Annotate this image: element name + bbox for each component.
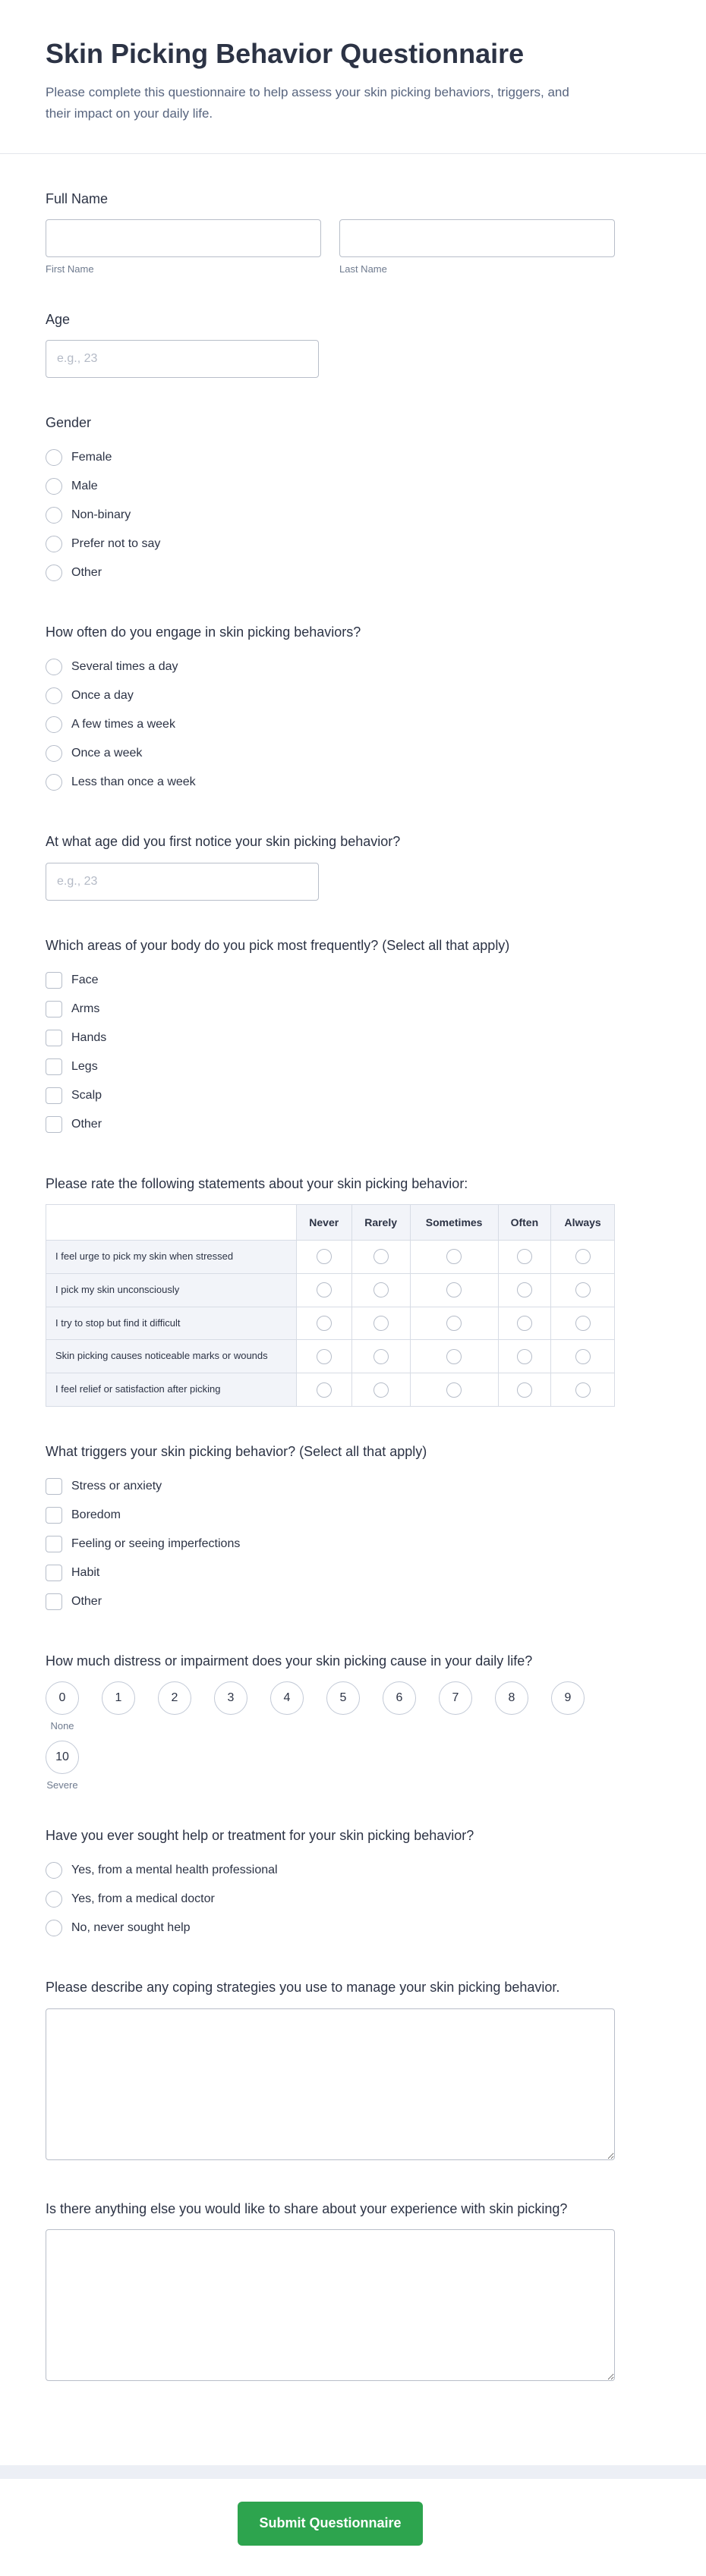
radio-control[interactable] xyxy=(46,774,62,791)
scale-button[interactable]: 1 xyxy=(102,1681,135,1715)
matrix-radio-control[interactable] xyxy=(517,1349,532,1364)
scale-button[interactable]: 3 xyxy=(214,1681,247,1715)
coping-textarea[interactable] xyxy=(46,2008,615,2160)
question-help xyxy=(46,1826,615,1942)
question-gender xyxy=(46,413,615,587)
submit-section xyxy=(0,2479,706,2576)
matrix-radio-control[interactable] xyxy=(575,1382,591,1398)
gender-option-male[interactable] xyxy=(46,472,607,501)
scale-item-10 xyxy=(46,1741,79,1791)
matrix-row xyxy=(46,1373,615,1407)
scale-item-5 xyxy=(326,1681,360,1731)
triggers-option-habit[interactable] xyxy=(46,1558,607,1587)
matrix-radio-control[interactable] xyxy=(373,1282,389,1297)
question-label: Please rate the following statements about your skin picking behavior: xyxy=(46,1175,468,1191)
frequency-option-0[interactable] xyxy=(46,653,607,681)
checkbox-control[interactable] xyxy=(46,1478,62,1495)
scale-item-9 xyxy=(551,1681,585,1731)
frequency-option-3[interactable] xyxy=(46,739,607,768)
radio-control[interactable] xyxy=(46,687,62,704)
matrix-column-header: Rarely xyxy=(351,1204,410,1240)
matrix-column-header: Sometimes xyxy=(410,1204,498,1240)
matrix-radio-control[interactable] xyxy=(517,1249,532,1264)
radio-control[interactable] xyxy=(46,536,62,552)
option-label: No, never sought help xyxy=(71,1921,191,1935)
matrix-column-header: Often xyxy=(498,1204,551,1240)
option-label: Non-binary xyxy=(71,508,131,522)
scale-item-1 xyxy=(102,1681,135,1731)
matrix-radio-control[interactable] xyxy=(317,1382,332,1398)
radio-control[interactable] xyxy=(46,507,62,524)
question-anything-else xyxy=(46,2199,615,2385)
triggers-option-other[interactable] xyxy=(46,1587,607,1616)
checkbox-control[interactable] xyxy=(46,1565,62,1581)
scale-max-label: Severe xyxy=(46,1779,78,1791)
question-onset-age xyxy=(46,832,615,900)
question-label: Age xyxy=(46,312,71,328)
scale-button[interactable]: 7 xyxy=(439,1681,472,1715)
option-label: Less than once a week xyxy=(71,775,196,789)
matrix-radio-control[interactable] xyxy=(517,1282,532,1297)
question-label: Is there anything else you would like to share about your experience with skin picking? xyxy=(46,2200,568,2216)
submit-row xyxy=(46,2502,615,2546)
matrix-radio-control[interactable] xyxy=(317,1349,332,1364)
question-label: Which areas of your body do you pick most frequently? (Select all that apply) xyxy=(46,937,510,953)
checkbox-control[interactable] xyxy=(46,1030,62,1046)
matrix-radio-control[interactable] xyxy=(517,1382,532,1398)
scale-button[interactable]: 5 xyxy=(326,1681,360,1715)
option-label: Feeling or seeing imperfections xyxy=(71,1537,241,1551)
matrix-radio-control[interactable] xyxy=(317,1249,332,1264)
option-label: Once a day xyxy=(71,689,134,703)
matrix-radio-control[interactable] xyxy=(373,1316,389,1331)
matrix-corner-cell xyxy=(46,1204,297,1240)
option-label: Male xyxy=(71,480,98,493)
page-title: Skin Picking Behavior Questionnaire xyxy=(46,38,525,69)
option-label: Scalp xyxy=(71,1088,102,1102)
matrix-row-label: I try to stop but find it difficult xyxy=(46,1307,297,1340)
areas-option-hands[interactable] xyxy=(46,1024,607,1052)
matrix-row xyxy=(46,1273,615,1307)
matrix-radio-control[interactable] xyxy=(575,1349,591,1364)
matrix-radio-control[interactable] xyxy=(575,1249,591,1264)
matrix-radio-control[interactable] xyxy=(446,1382,462,1398)
matrix-radio-control[interactable] xyxy=(317,1282,332,1297)
question-label: Full Name xyxy=(46,191,109,207)
first-name-sublabel: First Name xyxy=(46,263,94,275)
submit-button[interactable]: Submit Questionnaire xyxy=(238,2502,422,2546)
question-coping xyxy=(46,1977,615,2163)
scale-button[interactable]: 10 xyxy=(46,1741,79,1774)
question-frequency xyxy=(46,622,615,797)
radio-control[interactable] xyxy=(46,659,62,675)
matrix-radio-control[interactable] xyxy=(575,1282,591,1297)
option-label: Female xyxy=(71,451,112,464)
question-triggers xyxy=(46,1442,615,1616)
option-label: Arms xyxy=(71,1002,100,1015)
help-option-mental-health-professional[interactable] xyxy=(46,1856,607,1885)
matrix-radio-control[interactable] xyxy=(373,1349,389,1364)
option-label: Prefer not to say xyxy=(71,537,161,551)
checkbox-control[interactable] xyxy=(46,972,62,989)
option-label: Yes, from a medical doctor xyxy=(71,1892,215,1906)
section-gap xyxy=(0,2465,706,2479)
checkbox-control[interactable] xyxy=(46,1116,62,1133)
option-label: Hands xyxy=(71,1030,107,1044)
triggers-option-imperfections[interactable] xyxy=(46,1530,607,1558)
help-option-never-sought-help[interactable] xyxy=(46,1914,607,1942)
areas-option-legs[interactable] xyxy=(46,1052,607,1081)
question-matrix xyxy=(46,1174,615,1408)
question-label: Please describe any coping strategies you use to manage your skin picking behavior. xyxy=(46,1980,560,1996)
areas-option-face[interactable] xyxy=(46,966,607,995)
radio-control[interactable] xyxy=(46,565,62,581)
option-label: Once a week xyxy=(71,747,143,760)
matrix-row-label: I pick my skin unconsciously xyxy=(46,1273,297,1307)
option-label: A few times a week xyxy=(71,718,175,731)
radio-control[interactable] xyxy=(46,716,62,733)
triggers-option-boredom[interactable] xyxy=(46,1501,607,1530)
gender-option-non-binary[interactable] xyxy=(46,501,607,530)
matrix-radio-control[interactable] xyxy=(575,1316,591,1331)
question-age xyxy=(46,310,615,378)
radio-control[interactable] xyxy=(46,745,62,762)
matrix-radio-control[interactable] xyxy=(446,1316,462,1331)
areas-option-other[interactable] xyxy=(46,1110,607,1139)
option-label: Yes, from a mental health professional xyxy=(71,1864,278,1877)
matrix-column-header: Always xyxy=(551,1204,615,1240)
scale-item-6 xyxy=(383,1681,416,1731)
gender-option-prefer-not-to-say[interactable] xyxy=(46,530,607,558)
scale-item-7 xyxy=(439,1681,472,1731)
question-label: Gender xyxy=(46,415,92,431)
scale-item-4 xyxy=(270,1681,304,1731)
areas-option-arms[interactable] xyxy=(46,995,607,1024)
scale-button[interactable]: 9 xyxy=(551,1681,585,1715)
matrix-row-label: I feel relief or satisfaction after picking xyxy=(46,1373,297,1407)
matrix-row xyxy=(46,1340,615,1373)
matrix-radio-control[interactable] xyxy=(317,1316,332,1331)
gender-option-female[interactable] xyxy=(46,443,607,472)
checkbox-control[interactable] xyxy=(46,1593,62,1610)
option-label: Stress or anxiety xyxy=(71,1480,162,1493)
question-label: Have you ever sought help or treatment for your skin picking behavior? xyxy=(46,1828,474,1844)
triggers-option-stress[interactable] xyxy=(46,1472,607,1501)
name-row xyxy=(46,219,615,275)
option-label: Legs xyxy=(71,1059,98,1073)
scale-item-2 xyxy=(158,1681,191,1731)
last-name-col xyxy=(339,219,615,275)
question-label: How much distress or impairment does your skin picking cause in your daily life? xyxy=(46,1653,533,1669)
last-name-sublabel: Last Name xyxy=(339,263,387,275)
distress-scale xyxy=(46,1681,615,1791)
question-areas xyxy=(46,936,615,1139)
question-label: How often do you engage in skin picking behaviors? xyxy=(46,624,361,640)
radio-control[interactable] xyxy=(46,1862,62,1879)
option-label: Boredom xyxy=(71,1508,121,1522)
scale-min-label: None xyxy=(50,1720,74,1732)
frequency-option-2[interactable] xyxy=(46,710,607,739)
rating-matrix xyxy=(46,1204,615,1407)
gender-option-other[interactable] xyxy=(46,558,607,587)
radio-control[interactable] xyxy=(46,449,62,466)
matrix-row xyxy=(46,1240,615,1273)
scale-item-3 xyxy=(214,1681,247,1731)
radio-control[interactable] xyxy=(46,478,62,495)
option-label: Other xyxy=(71,1117,102,1131)
scale-item-0 xyxy=(46,1681,79,1731)
radio-control[interactable] xyxy=(46,1891,62,1908)
option-label: Several times a day xyxy=(71,660,178,674)
matrix-radio-control[interactable] xyxy=(517,1316,532,1331)
scale-button[interactable]: 2 xyxy=(158,1681,191,1715)
last-name-input[interactable] xyxy=(339,219,615,257)
matrix-row-label: I feel urge to pick my skin when stressed xyxy=(46,1240,297,1273)
checkbox-control[interactable] xyxy=(46,1001,62,1018)
form-header xyxy=(0,0,706,154)
matrix-radio-control[interactable] xyxy=(446,1282,462,1297)
checkbox-control[interactable] xyxy=(46,1087,62,1104)
scale-button[interactable]: 8 xyxy=(495,1681,528,1715)
matrix-row xyxy=(46,1307,615,1340)
checkbox-control[interactable] xyxy=(46,1507,62,1524)
anything-else-textarea[interactable] xyxy=(46,2229,615,2381)
matrix-radio-control[interactable] xyxy=(446,1249,462,1264)
frequency-option-1[interactable] xyxy=(46,681,607,710)
scale-button[interactable]: 6 xyxy=(383,1681,416,1715)
question-label: What triggers your skin picking behavior? (Select all that apply) xyxy=(46,1444,427,1460)
question-full-name xyxy=(46,189,615,275)
option-label: Habit xyxy=(71,1566,100,1580)
checkbox-control[interactable] xyxy=(46,1058,62,1075)
option-label: Face xyxy=(71,973,99,986)
onset-age-input[interactable] xyxy=(46,863,319,901)
scale-button[interactable]: 0 xyxy=(46,1681,79,1715)
frequency-option-4[interactable] xyxy=(46,768,607,797)
checkbox-control[interactable] xyxy=(46,1536,62,1552)
question-label: At what age did you first notice your skin picking behavior? xyxy=(46,834,401,850)
radio-control[interactable] xyxy=(46,1920,62,1936)
matrix-row-label: Skin picking causes noticeable marks or wounds xyxy=(46,1340,297,1373)
first-name-col xyxy=(46,219,321,275)
page-description: Please complete this questionnaire to help assess your skin picking behaviors, triggers, and their impact on your daily life. xyxy=(46,85,569,121)
matrix-radio-control[interactable] xyxy=(446,1349,462,1364)
question-distress-scale xyxy=(46,1651,615,1791)
matrix-radio-control[interactable] xyxy=(373,1382,389,1398)
option-label: Other xyxy=(71,1595,102,1609)
first-name-input[interactable] xyxy=(46,219,321,257)
option-label: Other xyxy=(71,566,102,580)
matrix-radio-control[interactable] xyxy=(373,1249,389,1264)
matrix-column-header: Never xyxy=(297,1204,352,1240)
main-form xyxy=(0,154,706,2465)
age-input[interactable] xyxy=(46,340,319,378)
help-option-medical-doctor[interactable] xyxy=(46,1885,607,1914)
areas-option-scalp[interactable] xyxy=(46,1081,607,1110)
scale-button[interactable]: 4 xyxy=(270,1681,304,1715)
scale-item-8 xyxy=(495,1681,528,1731)
